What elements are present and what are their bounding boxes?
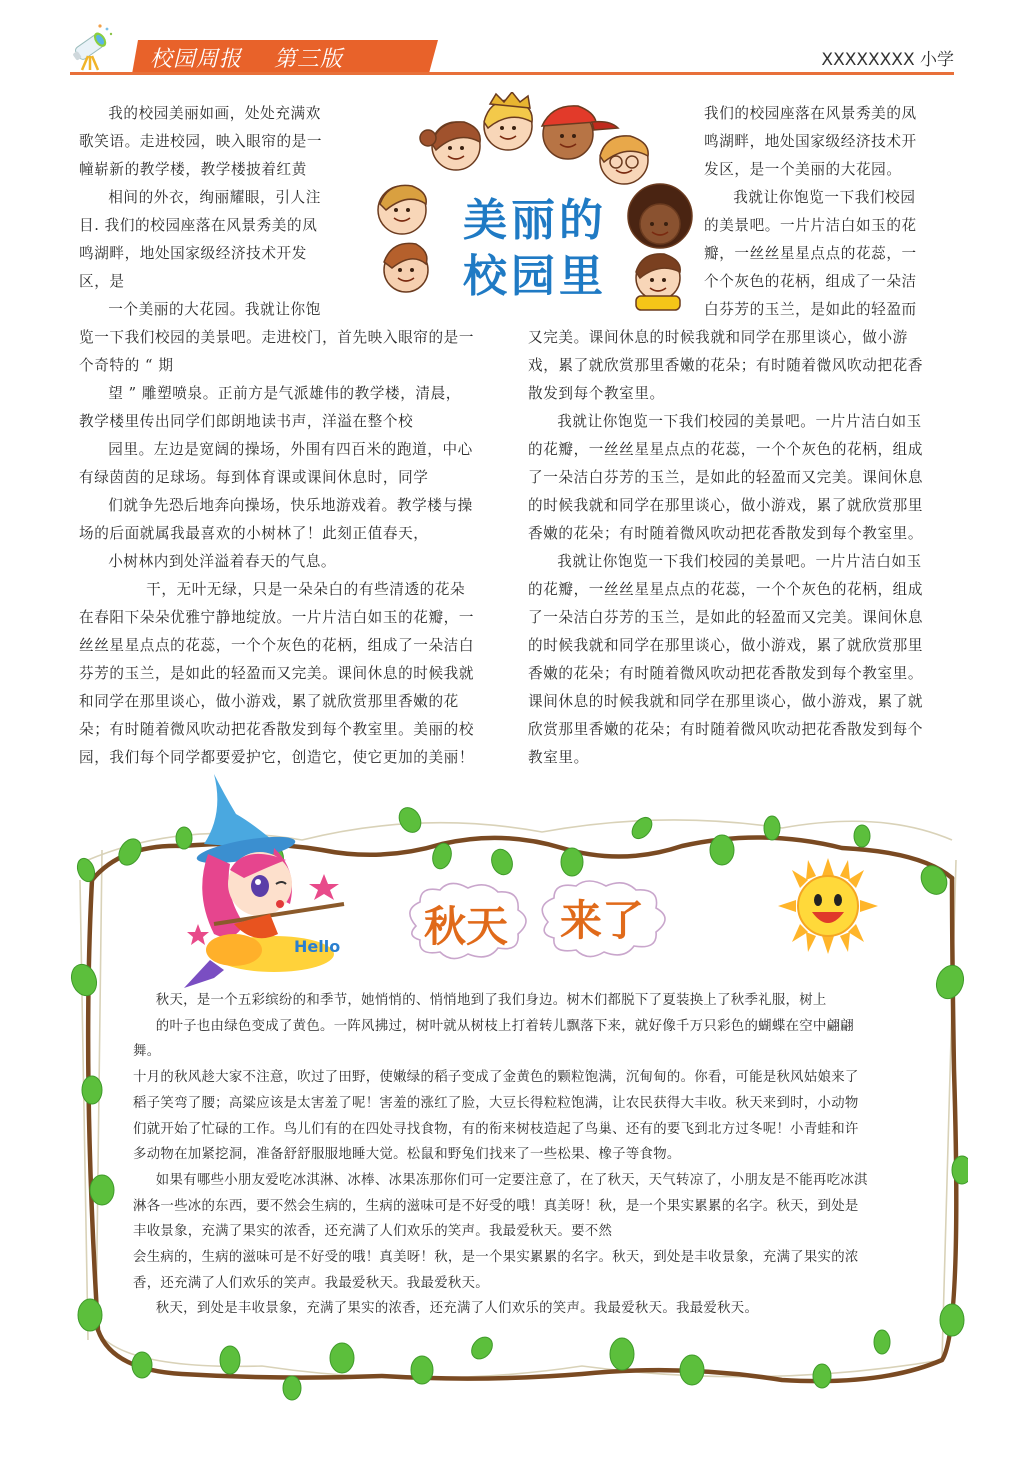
paragraph-line: 会生病的，生病的滋味可是不好受的哦！真美呀！秋，是一个果实累累的名字。秋天，到处是丰收景象，充满了果实的浓 (133, 1250, 859, 1266)
paragraph-line: 和同学在那里谈心，做小游戏，累了就欣赏那里香嫩的花 (79, 693, 459, 710)
autumn-section (62, 770, 968, 1410)
banner-title: 校园周报 第三版 (150, 47, 343, 72)
paragraph-line: 香嫩的花朵；有时随着微风吹动把花香散发到每个教室里。 (528, 665, 924, 682)
paragraph-line: 干，无叶无绿，只是一朵朵白的有些清透的花朵 (146, 581, 466, 598)
smiling-sun-icon (778, 858, 878, 954)
paragraph-line: 区，是 (79, 273, 125, 290)
paragraph-line: 一个美丽的大花园。我就让你饱 (108, 301, 321, 318)
hello-badge: Hello (294, 937, 341, 956)
paragraph-line: 如果有哪些小朋友爱吃冰淇淋、冰棒、冰果冻那你们可一定要注意了，在了秋天，天气转凉了，小朋友是不能再吃冰淇 (155, 1172, 868, 1188)
paragraph-line: 目. 我们的校园座落在风景秀美的凤 (79, 217, 318, 234)
paragraph-line: 香，还充满了人们欢乐的笑声。我最爱秋天。我最爱秋天。 (133, 1275, 489, 1291)
paragraph-line: 园，我们每个同学都要爱护它，创造它，使它更加的美丽！ (79, 749, 475, 766)
paragraph-line: 鸣湖畔，地处国家级经济技术开发 (79, 245, 307, 262)
paragraph-line: 戏，累了就欣赏那里香嫩的花朵；有时随着微风吹动把花香 (528, 357, 924, 374)
paragraph-line: 的花瓣，一丝丝星星点点的花蕊，一个个灰色的花柄，组成 (528, 581, 924, 598)
paragraph-line: 在春阳下朵朵优雅宁静地绽放。一片片洁白如玉的花瓣，一 (79, 609, 475, 626)
paragraph-line: 稻子笑弯了腰；高粱应该是太害羞了呢！害羞的涨红了脸，大豆长得粒粒饱满，让农民获得大丰收。秋天来到时，小动物 (133, 1095, 859, 1111)
paragraph-line: 丝丝星星点点的花蕊，一个个灰色的花柄，组成了一朵洁白 (79, 637, 475, 654)
paragraph-line: 课间休息的时候我就和同学在那里谈心，做小游戏，累了就 (528, 693, 924, 710)
paragraph-line: 又完美。课间休息的时候我就和同学在那里谈心，做小游 (528, 329, 908, 346)
article-left-bottom-column (79, 324, 497, 772)
paragraph-line: 幢崭新的教学楼，教学楼披着红黄 (79, 161, 307, 178)
paragraph-line: 们就争先恐后地奔向操场，快乐地游戏着。教学楼与操 (108, 497, 473, 514)
paragraph-line: 淋各一些冰的东西，要不然会生病的，生病的滋味可是不好受的哦！真美呀！秋，是一个果实累累的名字。秋天，到处是 (133, 1198, 859, 1214)
telescope-icon (70, 22, 116, 72)
paragraph-line: 览一下我们校园的美景吧。走进校门，首先映入眼帘的是一 (79, 329, 475, 346)
paragraph-line: 教学楼里传出同学们郎朗地读书声，洋溢在整个校 (79, 413, 414, 430)
paragraph-line: 白芬芳的玉兰，是如此的轻盈而 (704, 301, 917, 318)
paragraph-line: 的美景吧。一片片洁白如玉的花 (704, 217, 917, 234)
paragraph-line: 的时候我就和同学在那里谈心，做小游戏，累了就欣赏那里 (528, 637, 924, 654)
paragraph-line: 鸣湖畔，地处国家级经济技术开 (704, 133, 917, 150)
paragraph-line: 了一朵洁白芬芳的玉兰，是如此的轻盈而又完美。课间休息 (528, 469, 924, 486)
paragraph-line: 我就让你饱览一下我们校园的美景吧。一片片洁白如玉 (557, 553, 922, 570)
paragraph-line: 十月的秋风趁大家不注意，吹过了田野，使嫩绿的稻子变成了金黄色的颗粒饱满，沉甸甸的。你看，可能是秋风姑娘来了 (133, 1070, 859, 1086)
paragraph-line: 香嫩的花朵；有时随着微风吹动把花香散发到每个教室里。 (528, 525, 924, 542)
article-title-line-2: 校园里 (463, 251, 607, 302)
paragraph-line: 园里。左边是宽阔的操场，外围有四百米的跑道，中心 (108, 441, 473, 458)
paragraph-line: 多动物在加紧挖洞，准备舒舒服服地睡大觉。松鼠和野兔们找来了一些松果、橡子等食物。 (133, 1147, 681, 1163)
paragraph-line: 秋天，是一个五彩缤纷的和季节，她悄悄的、悄悄地到了我们身边。树木们都脱下了夏装换上了秋季礼服，树上 (155, 993, 827, 1008)
paragraph-line: 欣赏那里香嫩的花朵；有时随着微风吹动把花香散发到每个 (528, 721, 924, 738)
article-title-line-1: 美丽的 (463, 195, 607, 246)
paragraph-line: 我们的校园座落在风景秀美的凤 (704, 105, 917, 122)
paragraph-line: 发区，是一个美丽的大花园。 (704, 161, 902, 178)
paragraph-line: 丰收景象，充满了果实的浓香，还充满了人们欢乐的笑声。我最爱秋天。要不然 (133, 1224, 613, 1240)
page-header (70, 18, 954, 78)
article-right-bottom-column (528, 324, 946, 772)
paragraph-line: 个奇特的 “ 期 (79, 357, 174, 374)
paragraph-line: 了一朵洁白芬芳的玉兰，是如此的轻盈而又完美。课间休息 (528, 609, 924, 626)
paragraph-line: 的时候我就和同学在那里谈心，做小游戏，累了就欣赏那里 (528, 497, 924, 514)
autumn-article (133, 988, 903, 1322)
paragraph-line: 相间的外衣，绚丽耀眼，引人注 (108, 189, 321, 206)
paragraph-line: 个个灰色的花柄，组成了一朵洁 (704, 273, 917, 290)
article-left-top-column (79, 100, 351, 324)
paragraph-line: 小树林内到处洋溢着春天的气息。 (108, 553, 337, 570)
paragraph-line: 的花瓣，一丝丝星星点点的花蕊，一个个灰色的花柄，组成 (528, 441, 924, 458)
paragraph-line: 的叶子也由绿色变成了黄色。一阵风拂过，树叶就从树枝上打着转儿飘落下来，就好像千万只彩色的蝴蝶在空中翩翩 (155, 1018, 854, 1034)
paragraph-line: 芬芳的玉兰，是如此的轻盈而又完美。课间休息的时候我就 (79, 665, 475, 682)
paragraph-line: 有绿茵茵的足球场。每到体育课或课间休息时，同学 (79, 469, 429, 486)
school-name: XXXXXXXX 小学 (821, 50, 954, 70)
paragraph-line: 望 ” 雕塑喷泉。正前方是气派雄伟的教学楼，清晨， (108, 385, 461, 402)
paragraph-line: 教室里。 (528, 749, 589, 766)
paragraph-line: 瓣，一丝丝星星点点的花蕊，一 (704, 245, 917, 262)
autumn-title (402, 880, 692, 960)
paragraph-line: 散发到每个教室里。 (528, 385, 665, 402)
paragraph-line: 歌笑语。走进校园，映入眼帘的是一 (79, 133, 323, 150)
article-title-illustration (372, 92, 698, 318)
paragraph-line: 我就让你饱览一下我们校园的美景吧。一片片洁白如玉 (557, 413, 922, 430)
autumn-title-part-2: 来了 (560, 896, 645, 945)
paragraph-line: 秋天，到处是丰收景象，充满了果实的浓香，还充满了人们欢乐的笑声。我最爱秋天。我最爱秋天。 (155, 1301, 759, 1317)
paragraph-line: 们就开始了忙碌的工作。鸟儿们有的在四处寻找食物，有的衔来树枝造起了鸟巢、还有的要飞到北方过冬呢！小青蛙和许 (133, 1121, 859, 1137)
witch-girl-illustration (174, 774, 364, 989)
header-divider (70, 72, 954, 75)
paragraph-line: 我就让你饱览一下我们校园 (733, 189, 916, 206)
autumn-title-part-1: 秋天 (424, 902, 509, 951)
paragraph-line: 我的校园美丽如画，处处充满欢 (108, 105, 321, 122)
article-right-top-column (704, 100, 946, 324)
paragraph-line: 场的后面就属我最喜欢的小树林了！此刻正值春天， (79, 525, 429, 542)
paragraph-line: 朵；有时随着微风吹动把花香散发到每个教室里。美丽的校 (79, 721, 475, 738)
paragraph-line: 舞。 (133, 1044, 161, 1060)
